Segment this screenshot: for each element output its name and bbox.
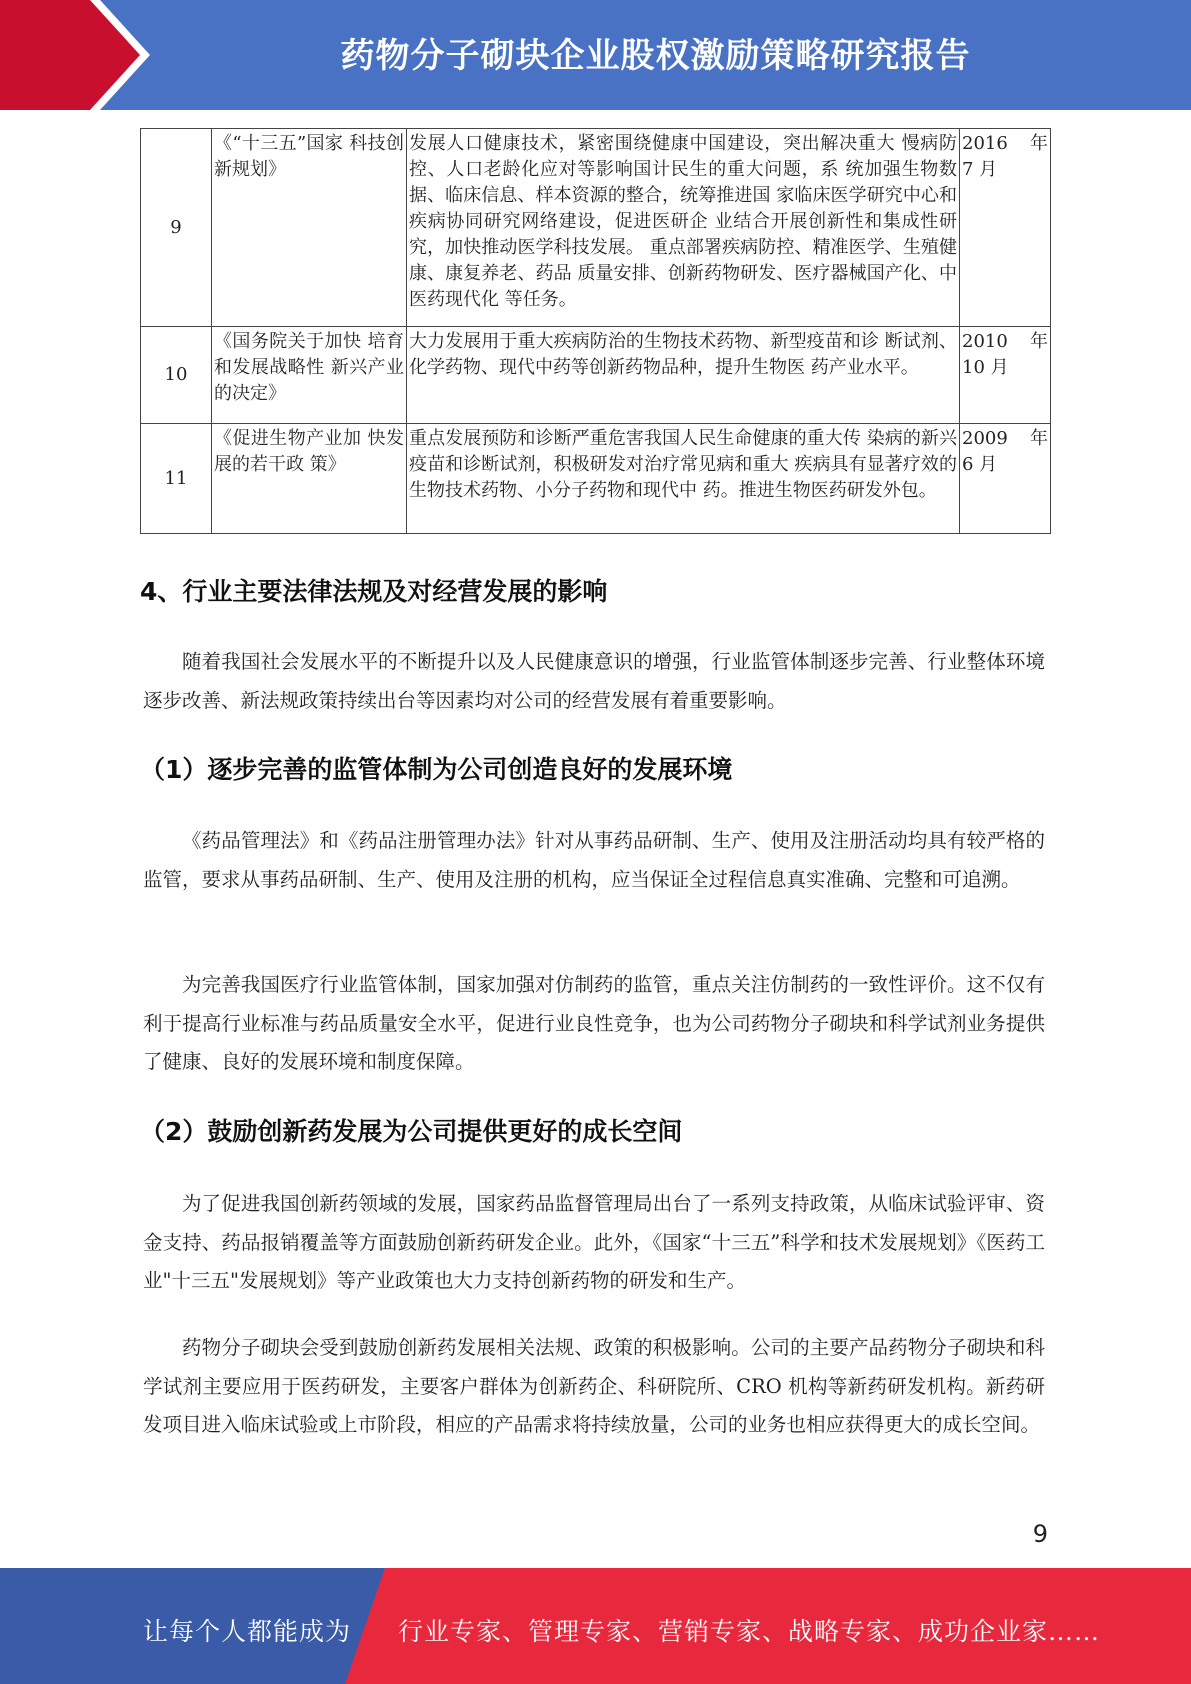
policy-name: 《国务院关于加快 培育和发展战略性 新兴产业的决定》 bbox=[212, 327, 407, 424]
row-number: 10 bbox=[141, 327, 212, 424]
subsection-1-paragraph-2: 为完善我国医疗行业监管体制，国家加强对仿制药的监管，重点关注仿制药的一致性评价。这不仅有利于提高行业标准与药品质量安全水平，促进行业良性竞争，也为公司药物分子砌块和科学试剂业务提供了健康、良好的发展环境和制度保障。 bbox=[143, 973, 1045, 1073]
policy-date: 2009 年 6 月 bbox=[960, 424, 1051, 534]
section-intro-paragraph: 随着我国社会发展水平的不断提升以及人民健康意识的增强，行业监管体制逐步完善、行业整体环境逐步改善、新法规政策持续出台等因素均对公司的经营发展有着重要影响。 bbox=[143, 650, 1045, 712]
policy-name: 《促进生物产业加 快发展的若干政 策》 bbox=[212, 424, 407, 534]
footer-slogan-left: 让每个人都能成为 bbox=[143, 1617, 352, 1646]
policy-content: 大力发展用于重大疾病防治的生物技术药物、新型疫苗和诊 断试剂、化学药物、现代中药等创新药物品种，提升生物医 药产业水平。 bbox=[407, 327, 960, 424]
page-footer bbox=[0, 1568, 1191, 1684]
page-number: 9 bbox=[1032, 1520, 1048, 1548]
footer-slogan-right: 行业专家、管理专家、营销专家、战略专家、成功企业家…… bbox=[398, 1617, 1101, 1646]
report-title: 药物分子砌块企业股权激励策略研究报告 bbox=[340, 36, 971, 76]
subsection-heading-1: （1）逐步完善的监管体制为公司创造良好的发展环境 bbox=[140, 755, 733, 784]
policy-table bbox=[140, 128, 1051, 534]
subsection-2-paragraph-1: 为了促进我国创新药领域的发展，国家药品监督管理局出台了一系列支持政策，从临床试验评审、资金支持、药品报销覆盖等方面鼓励创新药研发企业。此外，《国家“十三五”科学和技术发展规划》《医药工业"十三五"发展规划》等产业政策也大力支持创新药物的研发和生产。 bbox=[143, 1192, 1045, 1292]
section-heading: 4、行业主要法律法规及对经营发展的影响 bbox=[140, 577, 608, 606]
row-number: 9 bbox=[141, 129, 212, 327]
policy-date: 2016 年 7 月 bbox=[960, 129, 1051, 327]
table-row bbox=[141, 424, 1051, 534]
header-arrow-decoration bbox=[0, 0, 160, 110]
table-row bbox=[141, 129, 1051, 327]
policy-date: 2010 年 10 月 bbox=[960, 327, 1051, 424]
policy-content: 重点发展预防和诊断严重危害我国人民生命健康的重大传 染病的新兴疫苗和诊断试剂，积极研发对治疗常见病和重大 疾病具有显著疗效的生物技术药物、小分子药物和现代中 药。推进生物医药研发外包。 bbox=[407, 424, 960, 534]
table-row bbox=[141, 327, 1051, 424]
policy-name: 《“十三五”国家 科技创新规划》 bbox=[212, 129, 407, 327]
subsection-1-paragraph-1: 《药品管理法》和《药品注册管理办法》针对从事药品研制、生产、使用及注册活动均具有较严格的监管，要求从事药品研制、生产、使用及注册的机构，应当保证全过程信息真实准确、完整和可追溯。 bbox=[143, 829, 1045, 891]
subsection-2-paragraph-2: 药物分子砌块会受到鼓励创新药发展相关法规、政策的积极影响。公司的主要产品药物分子砌块和科学试剂主要应用于医药研发，主要客户群体为创新药企、科研院所、CRO 机构等新药研发机构。新药研发项目进入临床试验或上市阶段，相应的产品需求将持续放量，公司的业务也相应获得更大的成长空间。 bbox=[143, 1336, 1045, 1436]
page-header bbox=[0, 0, 1191, 110]
subsection-heading-2: （2）鼓励创新药发展为公司提供更好的成长空间 bbox=[140, 1117, 683, 1146]
row-number: 11 bbox=[141, 424, 212, 534]
policy-content: 发展人口健康技术，紧密围绕健康中国建设，突出解决重大 慢病防控、人口老龄化应对等影响国计民生的重大问题，系 统加强生物数据、临床信息、样本资源的整合，统筹推进国 家临床医学研究中心和疾病协同研究网络建设，促进医研企 业结合开展创新性和集成性研究，加快推动医学科技发展。 重点部署疾病防控、精准医学、生殖健康、康复养老、药品 质量安排、创新药物研发、医疗器械国产化、中医药现代化 等任务。 bbox=[407, 129, 960, 327]
